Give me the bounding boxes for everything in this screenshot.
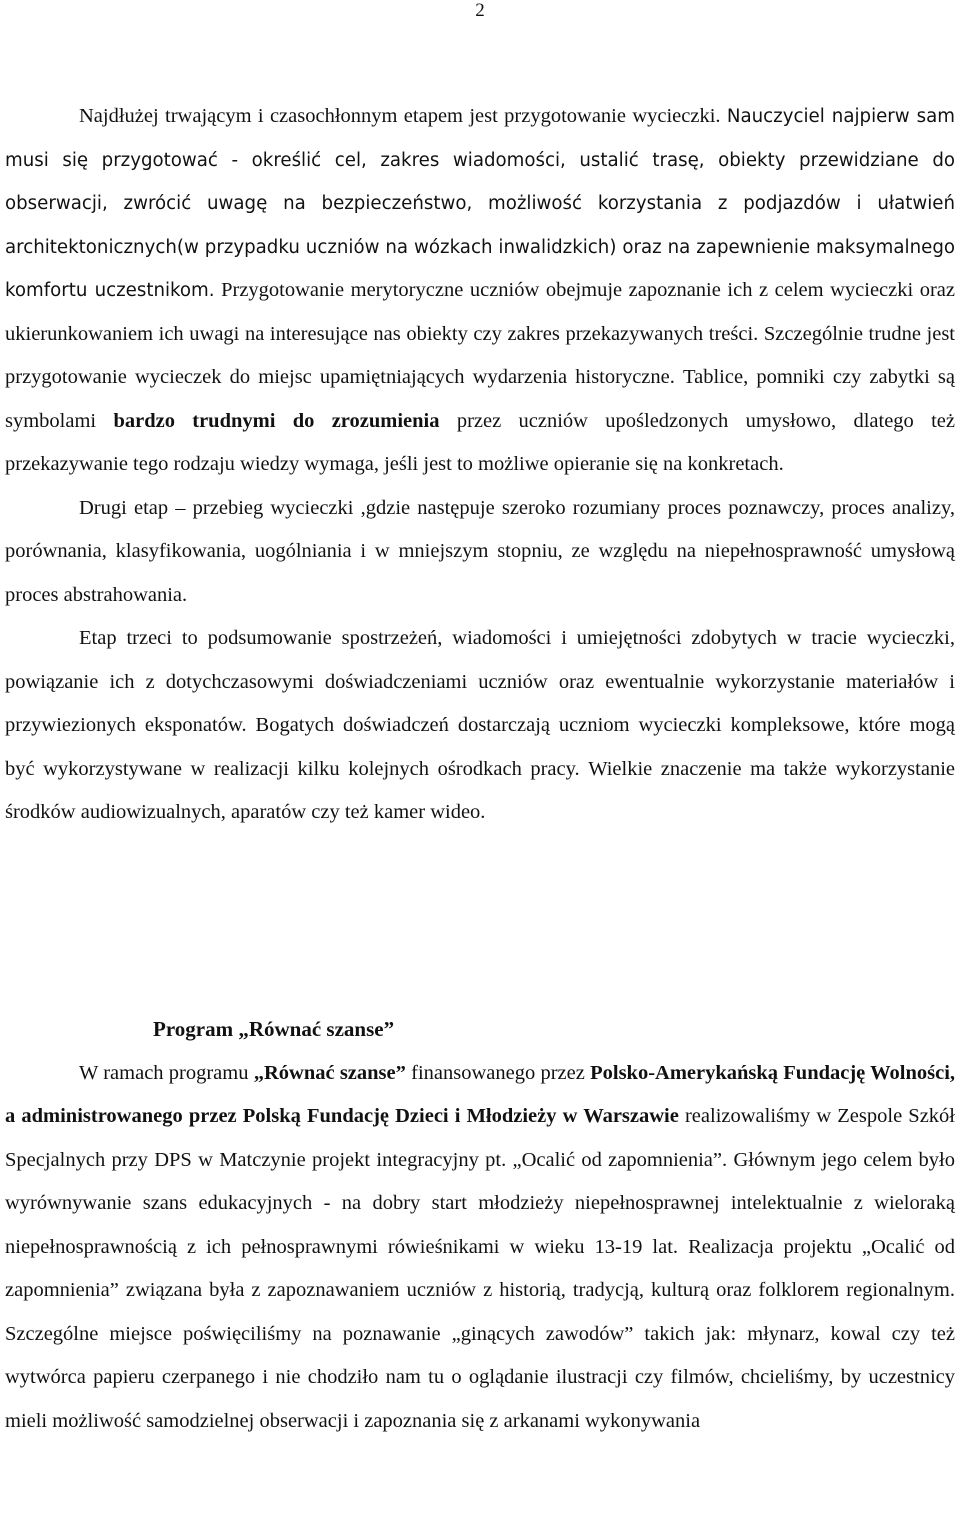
sentence: Szczególnie trudne jest przygotowanie wycieczek do miejsc upamiętniających wydarzenia historyczne. <box>5 322 955 388</box>
text-fragment: realizowaliśmy w Zespole Szkół Specjalnych przy DPS w Matczynie projekt integracyjny pt. „Ocalić od zapomnienia”. <box>5 1105 955 1171</box>
sentence: Bogatych doświadczeń dostarczają uczniom wycieczki kompleksowe, które mogą być wykorzystywane w realizacji kilku kolejnych ośrodkach pracy. <box>5 714 956 780</box>
paragraph-preparation <box>5 95 955 487</box>
sentence: Etap trzeci to podsumowanie spostrzeżeń, wiadomości i umiejętności zdobytych w tracie wycieczki, powiązanie ich z dotychczasowymi doświadczeniami uczniów oraz ewentualnie wykorzystanie materiałów i przywiezionych eksponatów. <box>5 627 955 736</box>
sentence: Wielkie znaczenie ma także wykorzystanie środków audiowizualnych, aparatów czy też kamer wideo. <box>5 757 956 823</box>
sentence: Tablice, pomniki czy zabytki są symbolami <box>5 366 955 432</box>
text-fragment: Głównym jego celem było wyrównywanie szans edukacyjnych - na dobry start młodzieży niepełnosprawnej intelektualnie z wieloraką niepełnosprawnością z ich pełnosprawnymi rówieśnikami w wieku 13-19 lat. <box>5 1148 955 1258</box>
sentence: Najdłużej trwającym i czasochłonnym etapem jest przygotowanie wycieczki. <box>79 105 721 127</box>
text-fragment: Realizacja projektu „Ocalić od zapomnienia” związana była z zapoznawaniem uczniów z historią, tradycją, kulturą oraz folklorem regionalnym. <box>5 1235 956 1301</box>
foundation-names: Polsko-Amerykańską Fundację Wolności, a administrowanego przez Polską Fundację Dzieci i Młodzieży w Warszawie <box>5 1061 956 1127</box>
sentence: przez uczniów upośledzonych umysłowo, dlatego też przekazywanie tego rodzaju wiedzy wymaga, jeśli jest to możliwe opieranie się na konkretach. <box>5 409 956 475</box>
paragraph-second-stage <box>5 487 955 618</box>
sentence: Drugi etap – przebieg wycieczki ,gdzie następuje szeroko rozumiany proces poznawczy, proces analizy, porównania, klasyfikowania, uogólniania i w mniejszym stopniu, ze względu na niepełnosprawność umysłową proces abstrahowania. <box>5 496 955 606</box>
section-heading: Program „Równać szanse” <box>153 1017 395 1041</box>
text-fragment: W ramach programu <box>79 1061 249 1084</box>
sentence: Przygotowanie merytoryczne uczniów obejmuje zapoznanie ich z celem wycieczki oraz ukierunkowaniem ich uwagi na interesujące nas obiekty czy zakres przekazywanych treści. <box>5 279 956 345</box>
paragraph-third-stage <box>5 617 955 835</box>
text-fragment: finansowanego przez <box>411 1061 585 1084</box>
text-fragment: Szczególne miejsce poświęciliśmy na poznawanie „ginących zawodów” takich jak: młynarz, kowal czy też wytwórca papieru czerpanego i nie chodziło nam tu o oglądanie ilustracji czy filmów, chcieliśmy, by uczestnicy mieli możliwość samodzielnej obserwacji i zapoznania się z arkanami wykonywania <box>5 1322 955 1432</box>
emphasis-text: bardzo trudnymi do zrozumienia <box>113 409 440 432</box>
section-trip-stages <box>5 95 955 835</box>
page-number: 2 <box>475 0 485 21</box>
paragraph-program <box>5 1052 955 1444</box>
section-program <box>5 1008 955 1443</box>
sentence: Nauczyciel najpierw sam musi się przygotować - określić cel, zakres wiadomości, ustalić trasę, obiekty przewidziane do obserwacji, zwrócić uwagę na bezpieczeństwo, możliwość korzystania z podjazdów i ułatwień architektonicznych(w przypadku uczniów na wózkach inwalidzkich) oraz na zapewnienie maksymalnego komfortu uczestnikom. <box>5 106 956 301</box>
program-name: „Równać szanse” <box>253 1061 406 1084</box>
